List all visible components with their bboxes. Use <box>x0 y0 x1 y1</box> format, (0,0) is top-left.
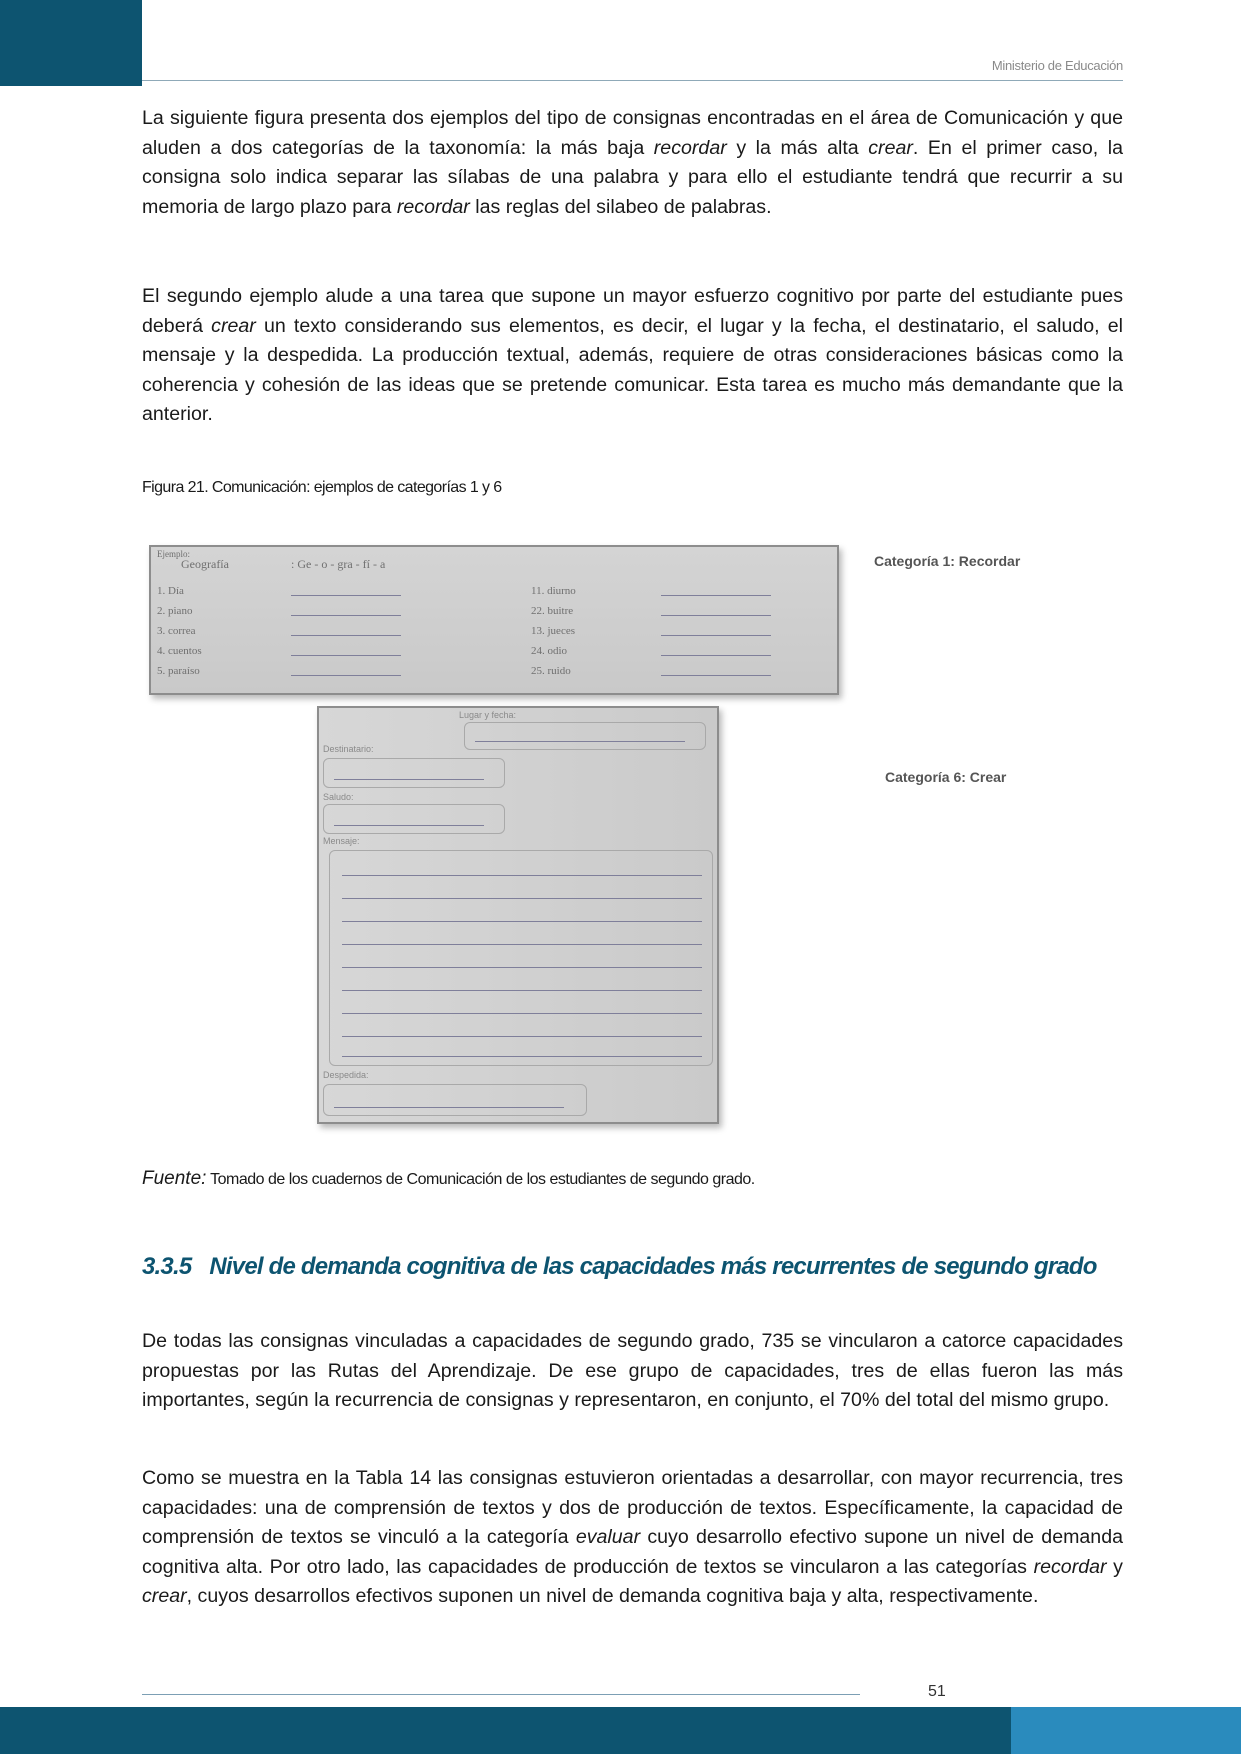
field-label: Saludo: <box>323 792 354 802</box>
field-box <box>464 722 706 750</box>
footer-rule <box>142 1694 860 1695</box>
paragraph-2: El segundo ejemplo alude a una tarea que supone un mayor esfuerzo cognitivo por parte del estudiante pues deberá crear un texto considerando sus elementos, es decir, el lugar y la fecha, el destinatario, el saludo, el mensaje y la despedida. La producción textual, además, requiere de otras consideraciones básicas como la coherencia y cohesión de las ideas que se pretende comunicar. Esta tarea es mucho más demandante que la anterior. <box>142 285 1123 425</box>
handwritten-answer <box>291 665 401 676</box>
figure-caption: Figura 21. Comunicación: ejemplos de categorías 1 y 6 <box>142 479 502 496</box>
example-tag: Ejemplo: <box>157 549 190 559</box>
paragraph-3: De todas las consignas vinculadas a capacidades de segundo grado, 735 se vincularon a catorce capacidades propuestas por las Rutas del Aprendizaje. De ese grupo de capacidades, tres de ellas fueron las más importantes, según la recurrencia de consignas y representaron, en conjunto, el 70% del total del mismo grupo. <box>142 1330 1123 1411</box>
field-box <box>323 1084 587 1116</box>
example-split: : Ge - o - gra - fí - a <box>291 557 386 571</box>
handwritten-answer <box>661 605 771 616</box>
field-label: Despedida: <box>323 1070 369 1080</box>
header-corner-block <box>0 0 142 86</box>
example-word: 1. Día <box>157 585 184 597</box>
footer-bar-light <box>1011 1707 1241 1754</box>
section-heading: 3.3.5 Nivel de demanda cognitiva de las capacidades más recurrentes de segundo grado <box>142 1253 1097 1280</box>
handwritten-answer <box>291 585 401 596</box>
example-word: 13. jueces <box>531 625 575 637</box>
handwritten-answer <box>291 605 401 616</box>
figure-example-crear-image <box>317 706 719 1124</box>
example-word: 22. buitre <box>531 605 574 617</box>
example-word: 24. odio <box>531 645 568 657</box>
figure-source: Fuente: Tomado de los cuadernos de Comunicación de los estudiantes de segundo grado. <box>142 1168 755 1189</box>
field-box <box>323 758 505 788</box>
field-label: Mensaje: <box>323 836 360 846</box>
field-box <box>323 804 505 834</box>
handwritten-answer <box>661 645 771 656</box>
handwritten-answer <box>291 625 401 636</box>
figure-example-recordar-image <box>149 545 839 695</box>
field-label: Destinatario: <box>323 744 374 754</box>
paragraph-1: La siguiente figura presenta dos ejemplos del tipo de consignas encontradas en el área de Comunicación y que aluden a dos categorías de la taxonomía: la más baja recordar y la más alta crear. En el primer caso, la consigna solo indica separar las sílabas de una palabra y para ello el estudiante tendrá que recurrir a su memoria de largo plazo para recordar las reglas del silabeo de palabras. <box>142 107 1124 218</box>
category-1-label: Categoría 1: Recordar <box>874 553 1021 569</box>
paragraph-4: Como se muestra en la Tabla 14 las consignas estuvieron orientadas a desarrollar, con mayor recurrencia, tres capacidades: una de comprensión de textos y dos de producción de textos. Específicamente, la capacidad de comprensión de textos se vinculó a la categoría evaluar cuyo desarrollo efectivo supone un nivel de demanda cognitiva alta. Por otro lado, las capacidades de producción de textos se vincularon a las categorías recordar y crear, cuyos desarrollos efectivos suponen un nivel de demanda cognitiva baja y alta, respectivamente. <box>142 1467 1123 1607</box>
category-6-label: Categoría 6: Crear <box>885 769 1007 785</box>
example-word: 5. paraíso <box>157 665 200 677</box>
example-word: 25. ruido <box>531 665 571 677</box>
example-word: 3. correa <box>157 625 196 637</box>
message-box <box>329 850 713 1066</box>
handwritten-answer <box>661 585 771 596</box>
handwritten-answer <box>291 645 401 656</box>
example-word: 4. cuentos <box>157 645 202 657</box>
page-number: 51 <box>928 1683 946 1700</box>
example-word: Geografía <box>181 557 229 571</box>
handwritten-answer <box>661 665 771 676</box>
header-rule <box>142 80 1123 81</box>
example-word: 11. diurno <box>531 585 576 597</box>
header-ministry: Ministerio de Educación <box>991 58 1123 73</box>
example-word: 2. piano <box>157 605 193 617</box>
footer-bar-dark <box>0 1707 1011 1754</box>
field-label: Lugar y fecha: <box>459 710 517 720</box>
handwritten-answer <box>661 625 771 636</box>
